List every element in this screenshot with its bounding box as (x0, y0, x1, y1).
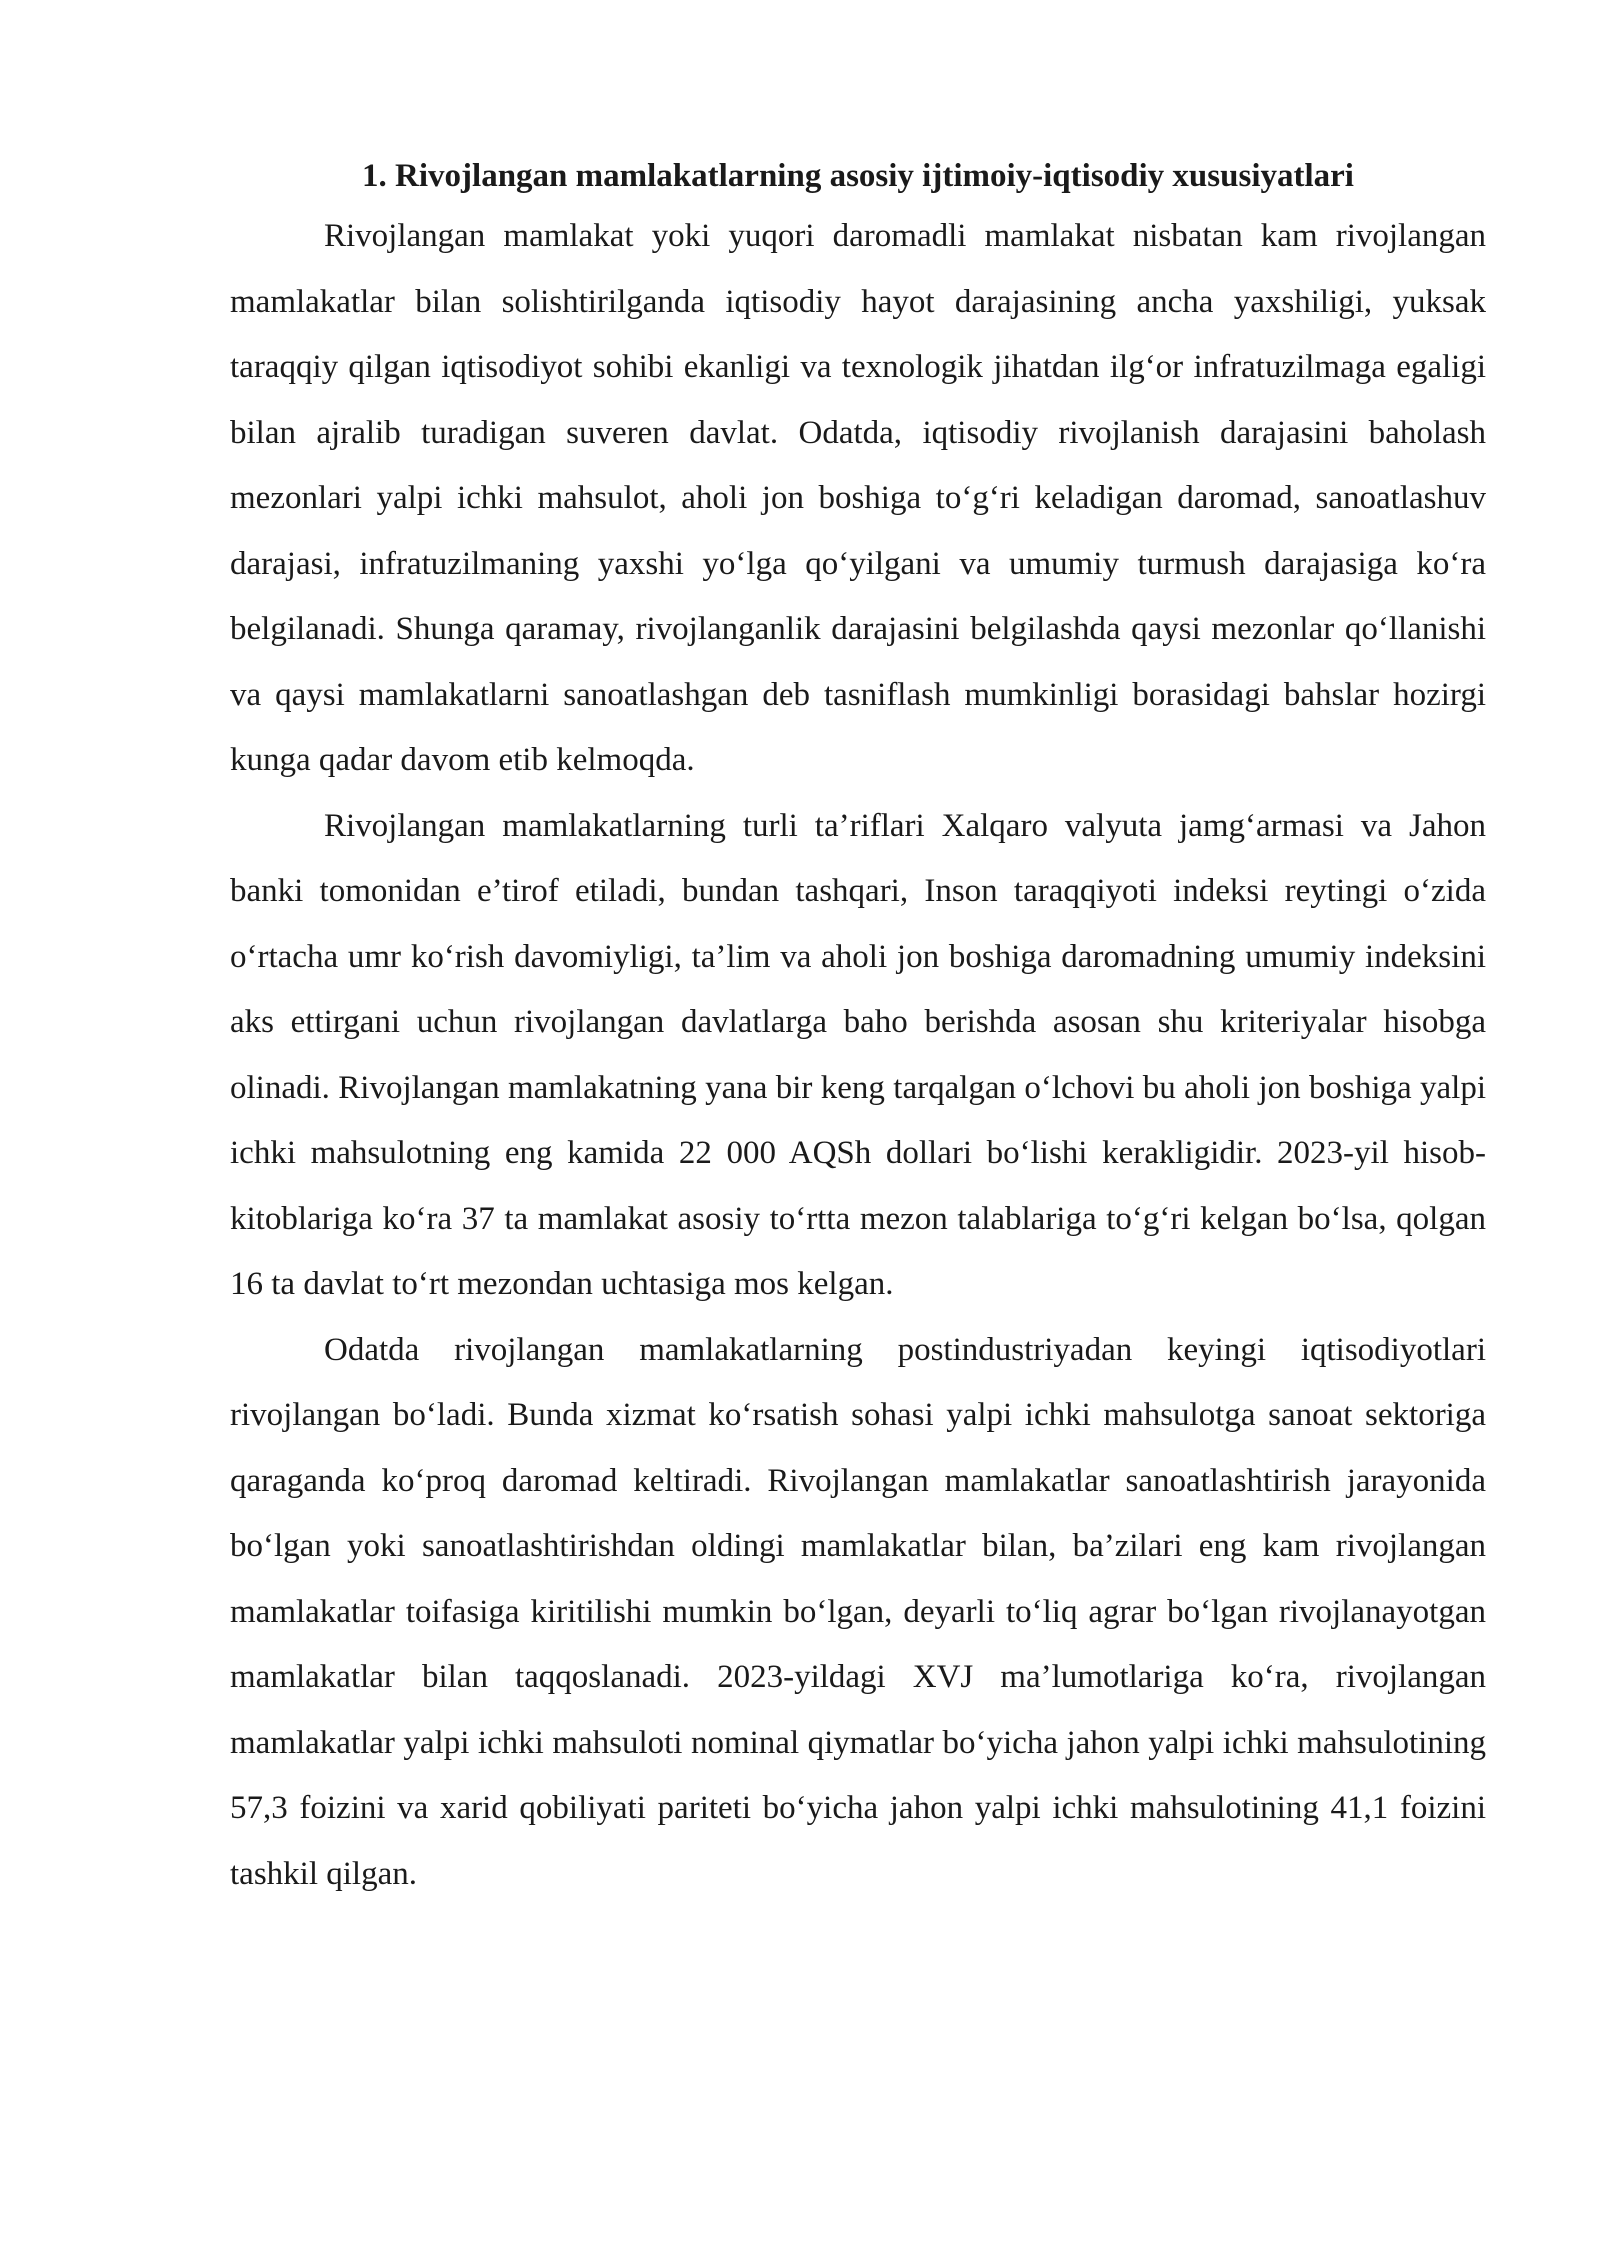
paragraph-2: Rivojlangan mamlakatlarning turli ta’riflari Xalqaro valyuta jamg‘armasi va Jahon banki tomonidan e’tirof etiladi, bundan tashqari, Inson taraqqiyoti indeksi reytingi o‘zida o‘rtacha umr ko‘rish davomiyligi, ta’lim va aholi jon boshiga daromadning umumiy indeksini aks ettirgani uchun rivojlangan davlatlarga baho berishda asosan shu kriteriyalar hisobga olinadi. Rivojlangan mamlakatning yana bir keng tarqalgan o‘lchovi bu aholi jon boshiga yalpi ichki mahsulotning eng kamida 22 000 AQSh dollari bo‘lishi kerakligidir. 2023-yil hisob-kitoblariga ko‘ra 37 ta mamlakat asosiy to‘rtta mezon talablariga to‘g‘ri kelgan bo‘lsa, qolgan 16 ta davlat to‘rt mezondan uchtasiga mos kelgan. (230, 807, 1486, 1302)
document-body (230, 148, 1486, 1907)
paragraph-3: Odatda rivojlangan mamlakatlarning postindustriyadan keyingi iqtisodiyotlari rivojlangan bo‘ladi. Bunda xizmat ko‘rsatish sohasi yalpi ichki mahsulotga sanoat sektoriga qaraganda ko‘proq daromad keltiradi. Rivojlangan mamlakatlar sanoatlashtirish jarayonida bo‘lgan yoki sanoatlashtirishdan oldingi mamlakatlar bilan, ba’zilari eng kam rivojlangan mamlakatlar toifasiga kiritilishi mumkin bo‘lgan, deyarli to‘liq agrar bo‘lgan rivojlanayotgan mamlakatlar bilan taqqoslanadi. 2023-yildagi XVJ ma’lumotlariga ko‘ra, rivojlangan mamlakatlar yalpi ichki mahsuloti nominal qiymatlar bo‘yicha jahon yalpi ichki mahsulotining 57,3 foizini va xarid qobiliyati pariteti bo‘yicha jahon yalpi ichki mahsulotining 41,1 foizini tashkil qilgan. (230, 1331, 1486, 1892)
paragraph-1: Rivojlangan mamlakat yoki yuqori daromadli mamlakat nisbatan kam rivojlangan mamlakatlar bilan solishtirilganda iqtisodiy hayot darajasining ancha yaxshiligi, yuksak taraqqiy qilgan iqtisodiyot sohibi ekanligi va texnologik jihatdan ilg‘or infratuzilmaga egaligi bilan ajralib turadigan suveren davlat. Odatda, iqtisodiy rivojlanish darajasini baholash mezonlari yalpi ichki mahsulot, aholi jon boshiga to‘g‘ri keladigan daromad, sanoatlashuv darajasi, infratuzilmaning yaxshi yo‘lga qo‘yilgani va umumiy turmush darajasiga ko‘ra belgilanadi. Shunga qaramay, rivojlanganlik darajasini belgilashda qaysi mezonlar qo‘llanishi va qaysi mamlakatlarni sanoatlashgan deb tasniflash mumkinligi borasidagi bahslar hozirgi kunga qadar davom etib kelmoqda. (230, 218, 1486, 778)
section-heading: 1. Rivojlangan mamlakatlarning asosiy ijtimoiy-iqtisodiy xususiyatlari (362, 158, 1354, 194)
